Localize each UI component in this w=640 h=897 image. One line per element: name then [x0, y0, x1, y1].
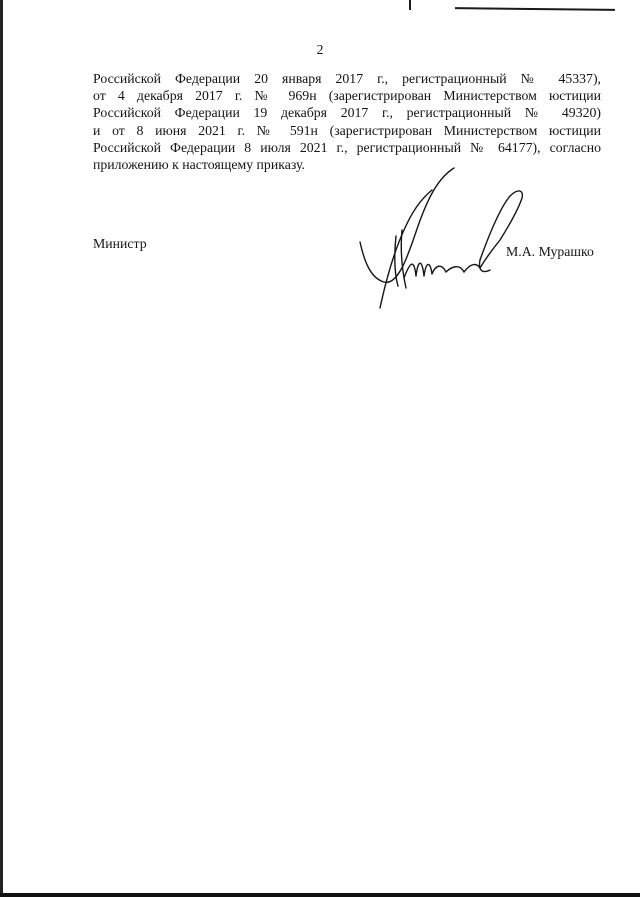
- scan-edge: [0, 0, 3, 897]
- body-line: Российской Федерации 8 июля 2021 г., регистрационный № 64177), согласно: [93, 139, 601, 155]
- handwritten-signature: [350, 160, 550, 320]
- scan-edge: [0, 893, 640, 897]
- body-paragraph: [93, 70, 601, 173]
- body-line: от 4 декабря 2017 г. № 969н (зарегистрирован Министерством юстиции: [93, 88, 601, 104]
- scan-mark: [409, 0, 411, 10]
- body-line: Российской Федерации 19 декабря 2017 г., регистрационный № 49320): [93, 105, 601, 121]
- body-line: приложению к настоящему приказу.: [93, 157, 305, 173]
- body-line: Российской Федерации 20 января 2017 г., регистрационный № 45337),: [93, 71, 601, 86]
- signatory-role: Министр: [93, 236, 147, 251]
- page-number: 2: [316, 42, 324, 57]
- body-line: и от 8 июня 2021 г. № 591н (зарегистрирован Министерством юстиции: [93, 122, 601, 138]
- scan-mark: [455, 7, 615, 11]
- signatory-name: М.А. Мурашко: [506, 244, 594, 259]
